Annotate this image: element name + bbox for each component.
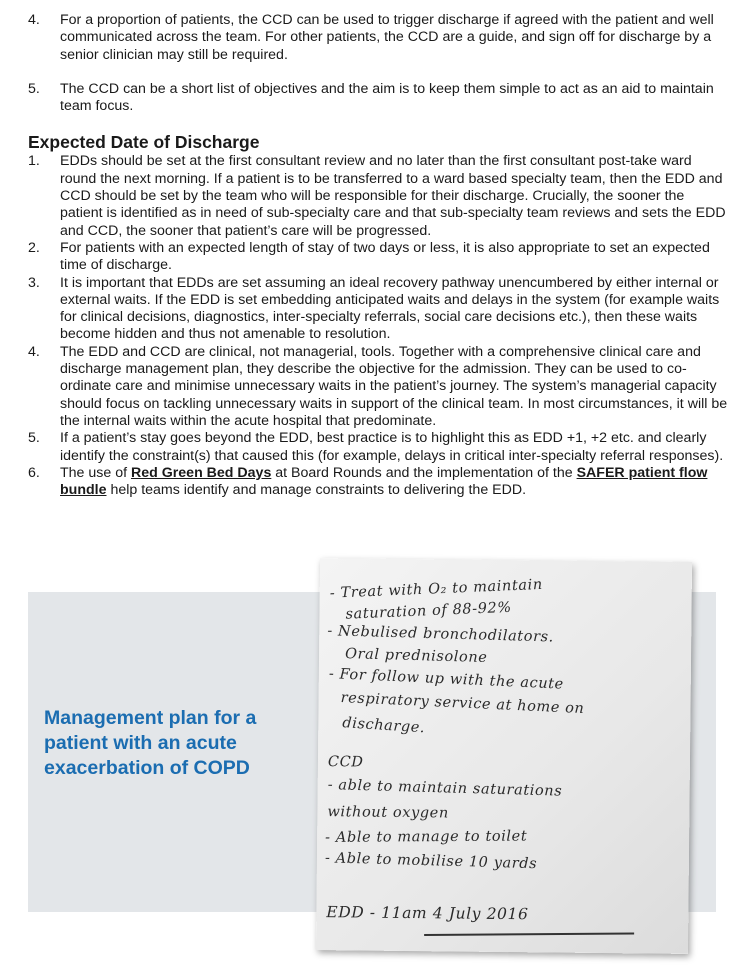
list-number: 3.	[28, 274, 40, 291]
list-item	[28, 12, 728, 64]
list-item	[28, 153, 728, 239]
list-text: It is important that EDDs are set assuming an ideal recovery pathway unencumbered by either internal or external waits. If the EDD is set embedding anticipated waits and delays in the system (for example waits for clinical decisions, diagnostics, inter-specialty referrals, social care decisions etc.), then these waits become hidden and thus not amenable to resolution.	[60, 274, 720, 343]
note-line: without oxygen	[327, 804, 449, 822]
list-number: 5.	[28, 80, 40, 97]
list-text: EDDs should be set at the first consultant review and no later than the first consultant post-take ward round the next morning. If a patient is to be transferred to a ward based specialty team, then the EDD and CCD should be set by the team who will be responsible for their discharge. Crucially, the sooner the patient is identified as in need of sub-specialty care and that sub-specialty team reviews and sets the EDD and CCD, the sooner that patient’s care will be progressed.	[60, 153, 726, 239]
note-line: - Treat with O₂ to maintain	[329, 576, 544, 602]
safer-bundle-link[interactable]: SAFER patient flow bundle	[60, 464, 708, 499]
list-number: 6.	[28, 464, 40, 481]
list-text	[60, 465, 728, 500]
red-green-bed-days-link[interactable]: Red Green Bed Days	[130, 464, 272, 481]
list-text: For patients with an expected length of stay of two days or less, it is also appropriate to set an expected time of discharge.	[60, 239, 710, 274]
section-heading: Expected Date of Discharge	[28, 132, 260, 153]
note-line: EDD - 11am 4 July 2016	[326, 903, 529, 924]
list-number: 4.	[28, 343, 40, 360]
note-line: CCD	[327, 754, 364, 771]
note-line: Oral prednisolone	[344, 646, 488, 667]
note-line: - able to maintain saturations	[327, 777, 563, 800]
text-fragment: at Board Rounds and the implementation of the	[271, 464, 577, 481]
list-text: The CCD can be a short list of objectives and the aim is to keep them simple to act as an aid to maintain team focus.	[60, 80, 714, 115]
list-text: For a proportion of patients, the CCD can be used to trigger discharge if agreed with the patient and well communicated across the team. For other patients, the CCD are a guide, and sign off for discharge by a senior clinician may still be required.	[60, 12, 714, 63]
list-item	[28, 275, 728, 344]
list-text: The EDD and CCD are clinical, not managerial, tools. Together with a comprehensive clinical care and discharge management plan, they describe the objective for the admission. They can be used to co-ordinate care and minimise unnecessary waits in the patient’s journey. The system’s managerial capacity should focus on tackling unnecessary waits in support of the clinical team. In most circumstances, it will be the internal waits within the acute hospital that predominate.	[60, 343, 728, 429]
list-number: 2.	[28, 239, 40, 256]
text-fragment: help teams identify and manage constraints to delivering the EDD.	[106, 482, 527, 499]
underline-stroke	[424, 933, 634, 936]
note-line: saturation of 88-92%	[345, 599, 513, 623]
callout-caption: Management plan for a patient with an acute exacerbation of COPD	[44, 707, 257, 779]
handwritten-note	[316, 558, 692, 954]
list-item	[28, 465, 728, 500]
list-number: 1.	[28, 153, 40, 170]
list-item	[28, 344, 728, 430]
note-line: - Able to mobilise 10 yards	[324, 850, 538, 873]
list-item	[28, 240, 728, 275]
document-body	[28, 12, 728, 499]
list-number: 5.	[28, 430, 40, 447]
note-paper	[316, 558, 692, 954]
list-item	[28, 81, 728, 116]
text-fragment: The use of	[60, 464, 131, 481]
list-item	[28, 430, 728, 465]
note-line: - Able to manage to toilet	[325, 828, 528, 846]
list-text: If a patient’s stay goes beyond the EDD, best practice is to highlight this as EDD +1, +2 etc. and clearly identify the constraint(s) that caused this (for example, delays in critical inter-specialty referral responses).	[60, 430, 724, 464]
note-line: discharge.	[341, 715, 426, 737]
list-number: 4.	[28, 12, 40, 28]
note-line: respiratory service at home on	[340, 690, 585, 718]
note-line: - For follow up with the acute	[328, 666, 565, 693]
note-line: - Nebulised bronchodilators.	[327, 623, 555, 646]
